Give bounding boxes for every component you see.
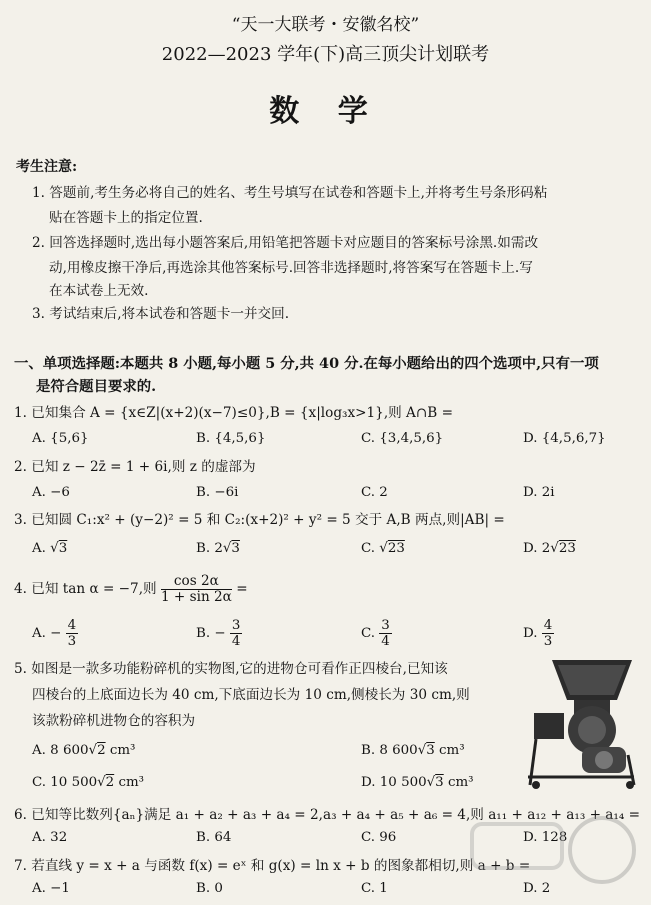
question-4-option-a-fraction: [66, 618, 79, 649]
question-7-option-c: C. 1: [361, 881, 388, 896]
question-1-option-b: B. {4,5,6}: [196, 431, 266, 446]
question-7-option-b: B. 0: [196, 881, 223, 896]
exam-year-title: 2022—2023 学年(下)高三顶尖计划联考: [161, 44, 490, 65]
question-3-stem: 3. 已知圆 C₁:x² + (y−2)² = 5 和 C₂:(x+2)² + y² = 5 交于 A,B 两点,则|AB| =: [14, 512, 505, 528]
question-5-option-d-unit: cm³: [443, 775, 474, 790]
question-5-option-d-radicand: 3: [435, 775, 444, 790]
question-4-option-b-numerator: 3: [231, 618, 241, 633]
question-3-option-b-radicand: 3: [231, 541, 240, 556]
question-3-option-b-prefix: B. 2√: [196, 541, 232, 556]
question-4-option-d-denominator: 3: [543, 634, 553, 649]
question-2-stem: 2. 已知 z − 2z̄ = 1 + 6i,则 z 的虚部为: [14, 459, 256, 475]
question-3-option-a-radicand: 3: [58, 541, 68, 556]
question-4-option-d-numerator: 4: [543, 618, 553, 633]
question-6-stem: 6. 已知等比数列{aₙ}满足 a₁ + a₂ + a₃ + a₄ = 2,a₃ + a₄ + a₅ + a₆ = 4,则 a₁₁ + a₁₂ + a₁₃ + a₁₄ =: [14, 807, 641, 823]
section-heading-cont: 是符合题目要求的.: [36, 378, 157, 395]
question-4-option-c-numerator: 3: [381, 618, 390, 633]
question-5-option-c-radicand: 2: [105, 775, 115, 790]
question-6-option-a: A. 32: [32, 830, 68, 845]
question-3-option-c-prefix: C. √: [361, 541, 388, 556]
question-3-option-a-prefix: A. √: [32, 541, 59, 556]
question-6-option-c: C. 96: [361, 830, 397, 845]
question-5-option-b: [361, 743, 465, 758]
question-5-option-b-unit: cm³: [434, 743, 465, 758]
question-4-option-a-denominator: 3: [67, 634, 77, 649]
question-4-option-a: [32, 618, 78, 649]
notice-item-2a: 2. 回答选择题时,选出每小题答案后,用铅笔把答题卡对应题目的答案标号涂黑.如需改: [32, 235, 539, 251]
question-4-option-d-fraction: [542, 618, 555, 649]
question-4-stem-prefix: 4. 已知 tan α = −7,则: [14, 581, 157, 597]
question-4-fraction-denominator: 1 + sin 2α: [160, 589, 232, 605]
question-4-stem-suffix: =: [236, 581, 248, 597]
question-4-option-b-denominator: 4: [231, 634, 241, 649]
question-4-option-d: [523, 618, 554, 649]
question-2-option-b: B. −6i: [196, 485, 239, 500]
question-3-option-a: [32, 541, 67, 556]
question-4-option-c-fraction: [379, 618, 392, 649]
question-4-option-d-prefix: D.: [523, 626, 538, 641]
question-3-option-c-radicand: 23: [387, 541, 405, 556]
question-5-option-a: [32, 743, 135, 758]
notice-title: 考生注意:: [16, 159, 78, 175]
grinder-machine-image: [522, 655, 640, 790]
exam-series-title: “天一大联考・安徽名校”: [231, 15, 420, 35]
question-5-option-d: [361, 775, 474, 790]
question-7-stem: 7. 若直线 y = x + a 与函数 f(x) = eˣ 和 g(x) = ln x + b 的图象都相切,则 a + b =: [14, 858, 531, 874]
question-2-option-c: C. 2: [361, 485, 388, 500]
question-5-option-b-radicand: 3: [426, 743, 435, 758]
question-3-option-b: [196, 541, 240, 556]
question-5-option-c-prefix: C. 10 500√: [32, 775, 106, 790]
question-3-option-d-prefix: D. 2√: [523, 541, 559, 556]
question-5-option-c: [32, 775, 144, 790]
question-5-option-d-prefix: D. 10 500√: [361, 775, 436, 790]
question-5-option-a-prefix: A. 8 600√: [32, 743, 98, 758]
subject-title: 数 学: [269, 94, 382, 129]
question-5-option-c-unit: cm³: [114, 775, 145, 790]
notice-item-1b: 贴在答题卡上的指定位置.: [49, 210, 203, 226]
question-4-stem: [14, 574, 248, 605]
question-4-option-b-prefix: B. −: [196, 626, 226, 641]
question-4-option-a-numerator: 4: [67, 618, 77, 633]
question-5-stem-line-1: 5. 如图是一款多功能粉碎机的实物图,它的进物仓可看作正四棱台,已知该: [14, 661, 448, 677]
question-1-option-d: D. {4,5,6,7}: [523, 431, 606, 446]
question-4-option-b-fraction: [230, 618, 243, 649]
question-1-stem: 1. 已知集合 A = {x∈Z|(x+2)(x−7)≤0},B = {x|log₃x>1},则 A∩B =: [14, 405, 453, 421]
question-2-option-a: A. −6: [32, 485, 70, 500]
question-5-option-b-prefix: B. 8 600√: [361, 743, 427, 758]
question-4-option-b: [196, 618, 242, 649]
question-7-option-d: D. 2: [523, 881, 551, 896]
question-4-option-a-prefix: A. −: [32, 626, 62, 641]
question-6-option-b: B. 64: [196, 830, 232, 845]
question-7-option-a: A. −1: [32, 881, 70, 896]
question-2-option-d: D. 2i: [523, 485, 555, 500]
notice-item-1a: 1. 答题前,考生务必将自己的姓名、考生号填写在试卷和答题卡上,并将考生号条形码粘: [32, 185, 548, 201]
question-5-option-a-radicand: 2: [97, 743, 106, 758]
question-4-option-c-prefix: C.: [361, 626, 376, 641]
question-4-fraction-numerator: cos 2α: [161, 574, 232, 590]
question-5-option-a-unit: cm³: [105, 743, 136, 758]
question-3-option-d-radicand: 23: [558, 541, 576, 556]
question-4-fraction: [161, 574, 232, 605]
section-heading: 一、单项选择题:本题共 8 小题,每小题 5 分,共 40 分.在每小题给出的四个选项中,只有一项: [14, 355, 599, 372]
question-1-option-c: C. {3,4,5,6}: [361, 431, 444, 446]
notice-item-2c: 在本试卷上无效.: [49, 283, 149, 299]
watermark-logo: [452, 810, 642, 900]
question-6-option-d: D. 128: [523, 830, 568, 845]
question-3-option-d: [523, 541, 576, 556]
question-4-option-c-denominator: 4: [381, 634, 390, 649]
question-5-stem-line-3: 该款粉碎机进物仓的容积为: [32, 713, 196, 729]
notice-item-2b: 动,用橡皮擦干净后,再选涂其他答案标号.回答非选择题时,将答案写在答题卡上.写: [49, 260, 533, 276]
question-4-option-c: [361, 618, 392, 649]
question-3-option-c: [361, 541, 405, 556]
notice-item-3: 3. 考试结束后,将本试卷和答题卡一并交回.: [32, 306, 290, 322]
question-1-option-a: A. {5,6}: [32, 431, 89, 446]
question-5-stem-line-2: 四棱台的上底面边长为 40 cm,下底面边长为 10 cm,侧棱长为 30 cm,则: [32, 687, 470, 703]
